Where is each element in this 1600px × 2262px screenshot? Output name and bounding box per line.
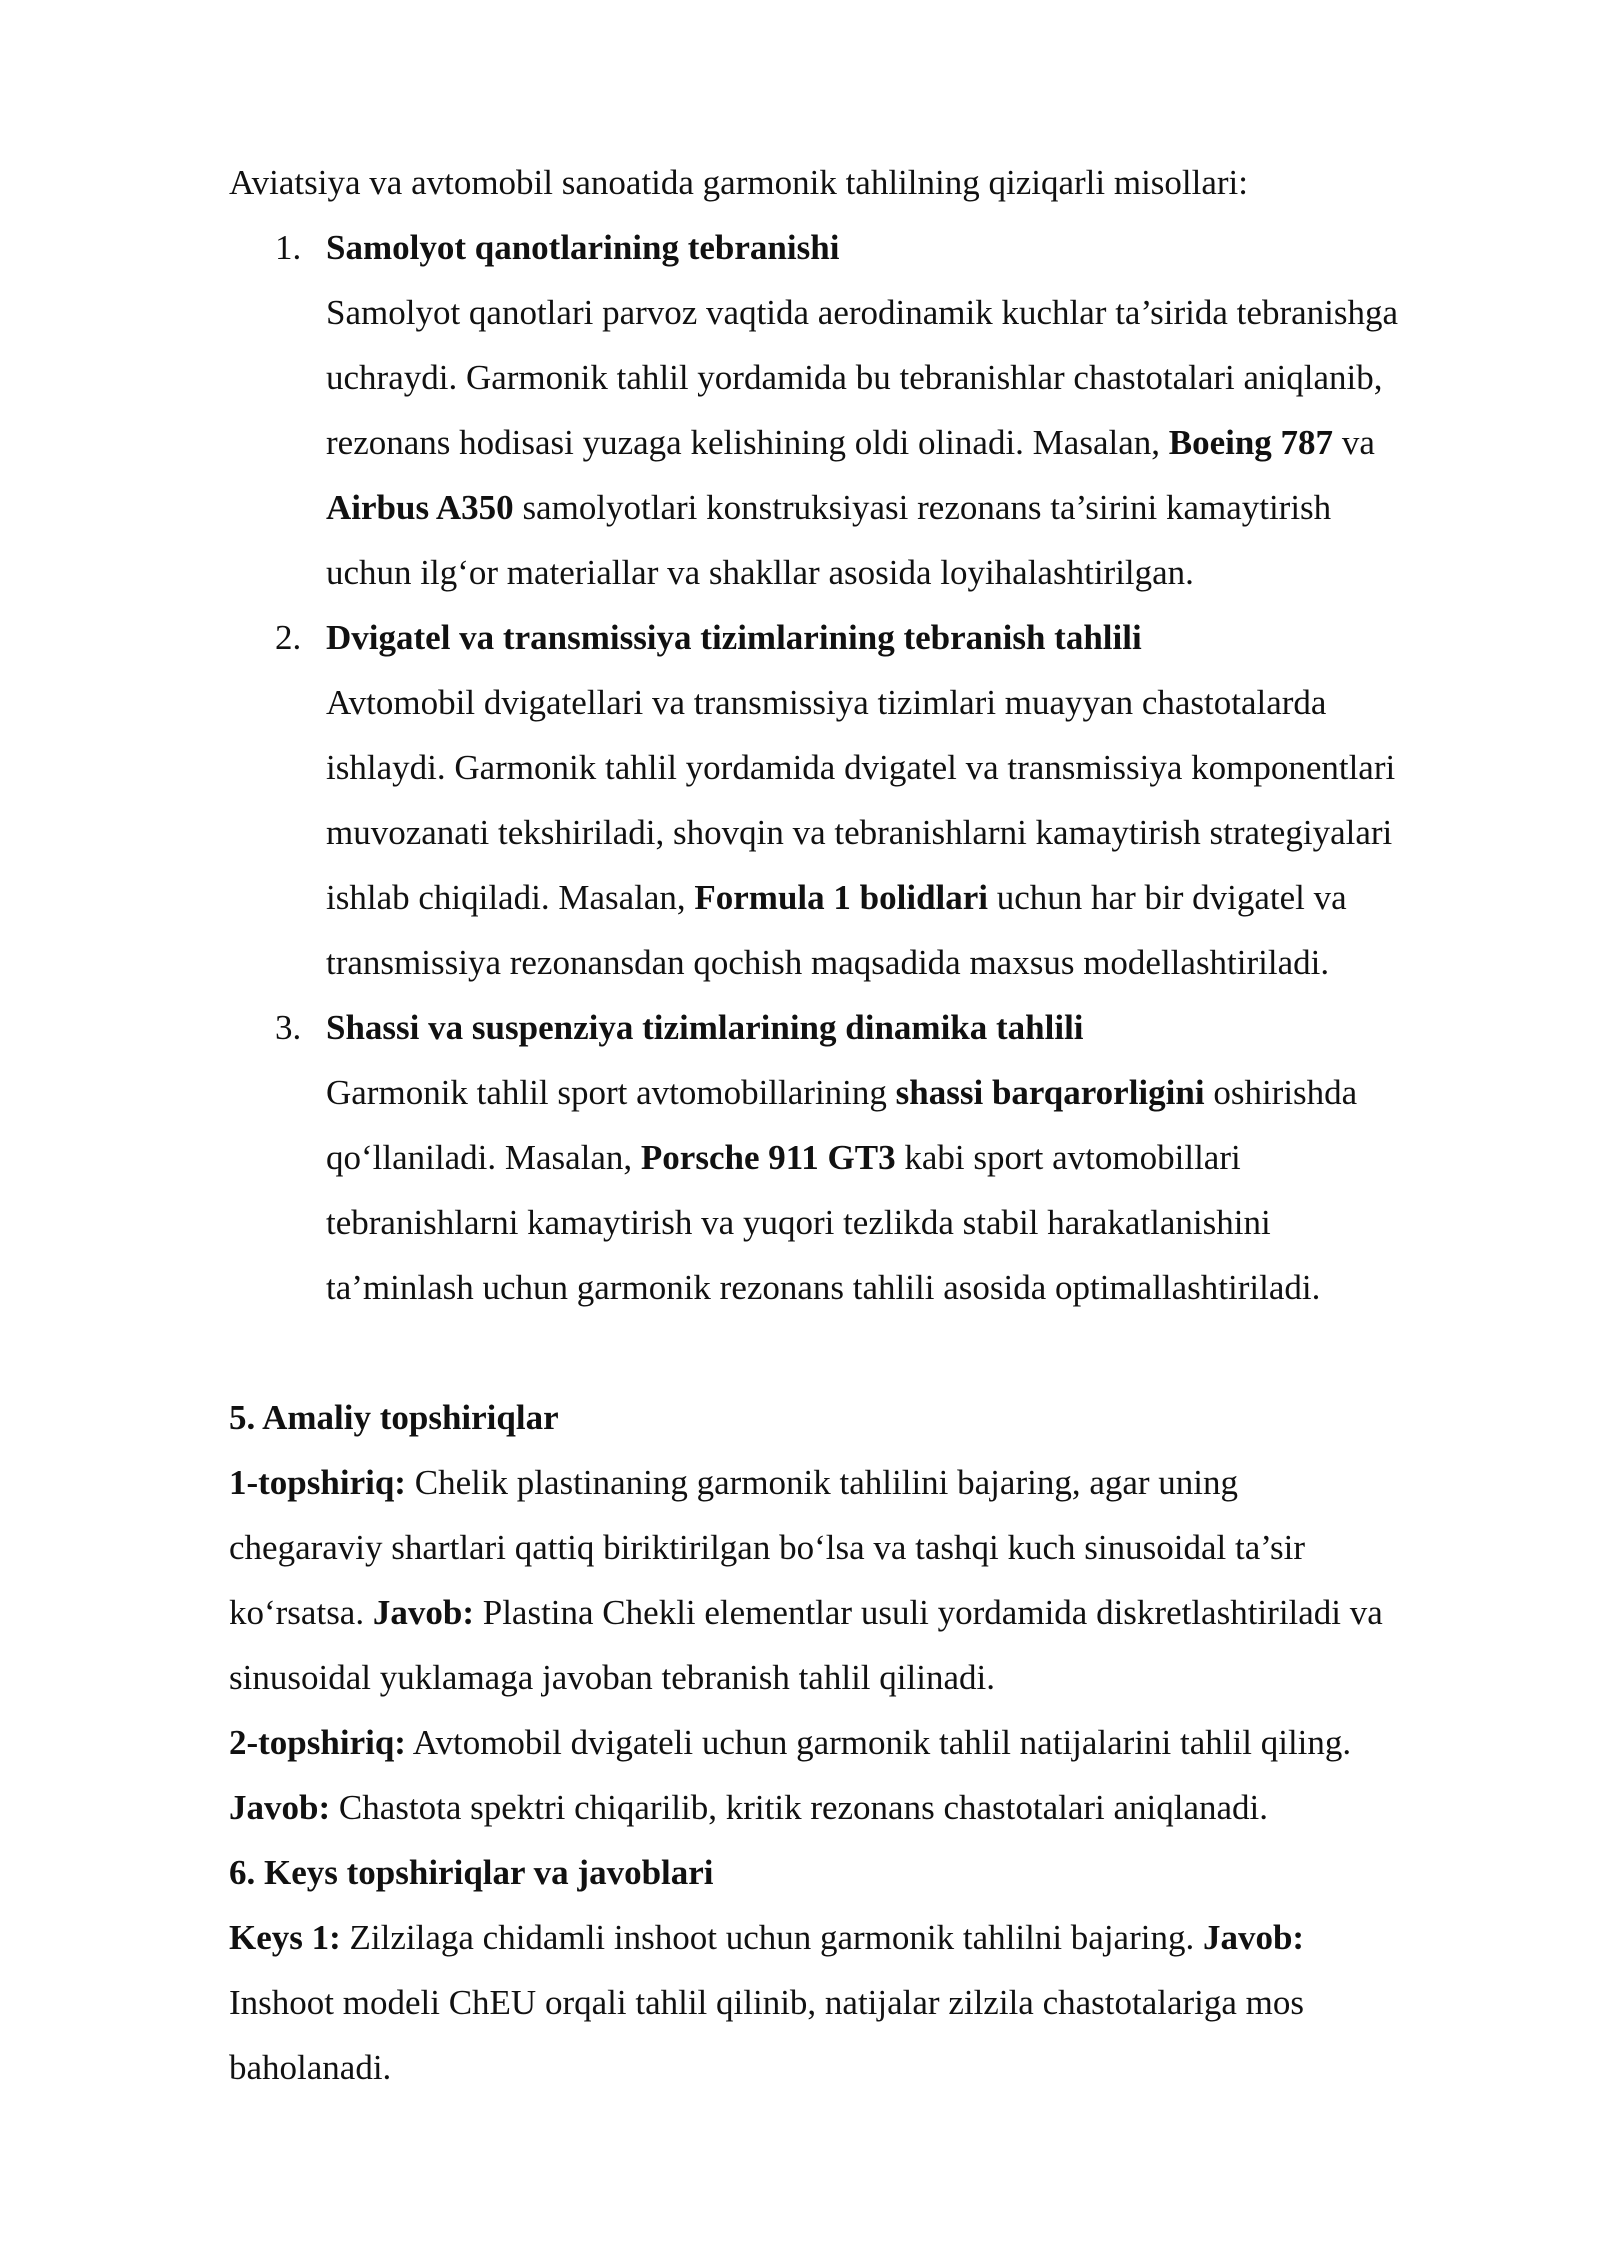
intro-text: Aviatsiya va avtomobil sanoatida garmonik tahlilning qiziqarli misollari: xyxy=(229,163,1248,202)
section-5-heading xyxy=(229,1385,1519,1450)
text-line xyxy=(229,800,1519,865)
text: Plastina Chekli elementlar usuli yordamida diskretlashtiriladi va xyxy=(473,1593,1383,1632)
text: Samolyot qanotlari parvoz vaqtida aerodinamik kuchlar ta’sirida tebranishga xyxy=(326,293,1399,332)
text-line xyxy=(229,1905,1519,1970)
text-line xyxy=(229,1970,1519,2035)
text: baholanadi. xyxy=(229,2048,392,2087)
list-number: 3. xyxy=(275,1008,302,1047)
bold-text: shassi barqarorligini xyxy=(895,1073,1205,1112)
text-line xyxy=(229,2035,1519,2100)
text-line xyxy=(229,345,1519,410)
list-number: 1. xyxy=(275,228,302,267)
heading-text: 6. Keys topshiriqlar va javoblari xyxy=(229,1853,714,1892)
list-item-2-title xyxy=(229,605,1519,670)
answer-label: Javob: xyxy=(1202,1918,1305,1957)
text: ishlaydi. Garmonik tahlil yordamida dvigatel va transmissiya komponentlari xyxy=(326,748,1396,787)
text-line xyxy=(229,670,1519,735)
item-title: Dvigatel va transmissiya tizimlarining tebranish tahlili xyxy=(326,618,1142,657)
item-title: Samolyot qanotlarining tebranishi xyxy=(326,228,840,267)
text: sinusoidal yuklamaga javoban tebranish tahlil qilinadi. xyxy=(229,1658,995,1697)
bold-text: Formula 1 bolidlari xyxy=(694,878,989,917)
text: oshirishda xyxy=(1204,1073,1358,1112)
text-line xyxy=(229,1710,1519,1775)
text-line xyxy=(229,1515,1519,1580)
answer-label: Javob: xyxy=(229,1788,331,1827)
section-6-heading xyxy=(229,1840,1519,1905)
text: va xyxy=(1333,423,1375,462)
text: ta’minlash uchun garmonik rezonans tahlili asosida optimallashtiriladi. xyxy=(326,1268,1321,1307)
text-line xyxy=(229,410,1519,475)
bold-text: Airbus A350 xyxy=(326,488,514,527)
answer-label: Javob: xyxy=(372,1593,474,1632)
case-label: Keys 1: xyxy=(229,1918,341,1957)
text: ishlab chiqiladi. Masalan, xyxy=(326,878,695,917)
intro-line xyxy=(229,150,1519,215)
text: Zilzilaga chidamli inshoot uchun garmonik tahlilni bajaring. xyxy=(340,1918,1203,1957)
text-line xyxy=(229,1125,1519,1190)
text-line xyxy=(229,1645,1519,1710)
text: Chelik plastinaning garmonik tahlilini bajaring, agar uning xyxy=(405,1463,1239,1502)
text-line xyxy=(229,1190,1519,1255)
list-number: 2. xyxy=(275,618,302,657)
text: rezonans hodisasi yuzaga kelishining oldi olinadi. Masalan, xyxy=(326,423,1169,462)
text: tebranishlarni kamaytirish va yuqori tezlikda stabil harakatlanishini xyxy=(326,1203,1271,1242)
spacer xyxy=(229,1320,1519,1385)
document-page xyxy=(229,150,1519,2100)
text: Avtomobil dvigatellari va transmissiya tizimlari muayyan chastotalarda xyxy=(326,683,1327,722)
text: Chastota spektri chiqarilib, kritik rezonans chastotalari aniqlanadi. xyxy=(330,1788,1269,1827)
text: Avtomobil dvigateli uchun garmonik tahlil natijalarini tahlil qiling. xyxy=(405,1723,1352,1762)
text: muvozanati tekshiriladi, shovqin va tebranishlarni kamaytirish strategiyalari xyxy=(326,813,1393,852)
text-line xyxy=(229,735,1519,800)
text-line xyxy=(229,1580,1519,1645)
text: qo‘llaniladi. Masalan, xyxy=(326,1138,641,1177)
text-line xyxy=(229,540,1519,605)
text: ko‘rsatsa. xyxy=(229,1593,373,1632)
text: Inshoot modeli ChEU orqali tahlil qilinib, natijalar zilzila chastotalariga mos xyxy=(229,1983,1305,2022)
text: uchun ilg‘or materiallar va shakllar asosida loyihalashtirilgan. xyxy=(326,553,1194,592)
text: uchun har bir dvigatel va xyxy=(988,878,1347,917)
text: kabi sport avtomobillari xyxy=(895,1138,1241,1177)
list-item-3-title xyxy=(229,995,1519,1060)
text-line xyxy=(229,475,1519,540)
text-line xyxy=(229,1450,1519,1515)
text-line xyxy=(229,1775,1519,1840)
text-line xyxy=(229,865,1519,930)
text: Garmonik tahlil sport avtomobillarining xyxy=(326,1073,896,1112)
text: transmissiya rezonansdan qochish maqsadida maxsus modellashtiriladi. xyxy=(326,943,1330,982)
task-label: 2-topshiriq: xyxy=(229,1723,406,1762)
text-line xyxy=(229,1255,1519,1320)
text-line xyxy=(229,930,1519,995)
item-title: Shassi va suspenziya tizimlarining dinamika tahlili xyxy=(326,1008,1084,1047)
text-line xyxy=(229,1060,1519,1125)
bold-text: Porsche 911 GT3 xyxy=(640,1138,896,1177)
list-item-1-title xyxy=(229,215,1519,280)
task-label: 1-topshiriq: xyxy=(229,1463,406,1502)
heading-text: 5. Amaliy topshiriqlar xyxy=(229,1398,559,1437)
bold-text: Boeing 787 xyxy=(1168,423,1334,462)
text: chegaraviy shartlari qattiq biriktirilgan bo‘lsa va tashqi kuch sinusoidal ta’sir xyxy=(229,1528,1305,1567)
text: samolyotlari konstruksiyasi rezonans ta’sirini kamaytirish xyxy=(513,488,1332,527)
text: uchraydi. Garmonik tahlil yordamida bu tebranishlar chastotalari aniqlanib, xyxy=(326,358,1383,397)
text-line xyxy=(229,280,1519,345)
